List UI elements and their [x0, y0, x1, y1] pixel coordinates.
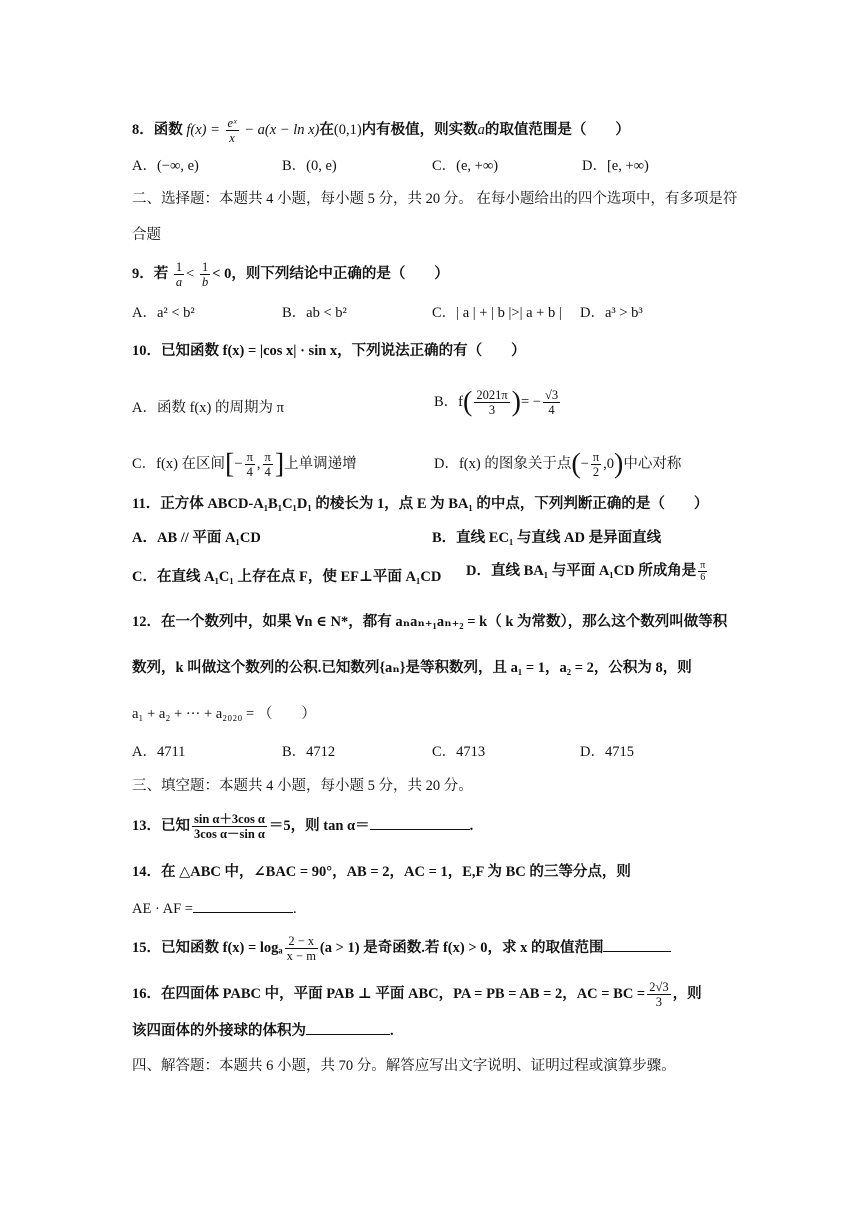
- q16-line2: 该四面体的外接球的体积为 .: [132, 1020, 394, 1041]
- q10-option-d: D．f(x) 的图象关于点(− $\frac{\pi}{2}$ ,0)中心对称: [434, 448, 682, 480]
- q11-option-c: C．在直线 A₁C₁ 上存在点 F，使 EF⊥平面 A₁CD: [132, 569, 442, 585]
- q8-stem: 8．函数 f(x) = $\frac{\text{eˣ}}{x}$ − a(x − ln x)在(0,1)内有极值，则实数a的取值范围是（ ）: [132, 116, 630, 145]
- q11-stem: 11．正方体 ABCD-A₁B₁C₁D₁ 的棱长为 1，点 E 为 BA₁ 的中点，下列判断正确的是（ ）: [132, 496, 709, 512]
- section3-heading: 三、填空题：本题共 4 小题，每小题 5 分，共 20 分。: [132, 778, 473, 794]
- q9-option-a: A．a² < b²: [132, 305, 195, 321]
- q11-option-d: D．直线 BA₁ 与平面 A₁CD 所成角是 $\frac{\pi}{6}$: [466, 560, 706, 583]
- q8-option-b: B．(0, e): [282, 158, 337, 174]
- q9-option-b: B．ab < b²: [282, 305, 347, 321]
- q13-stem: 13．已知 $\frac{\text{sin α＋3cos α}}{\text{3cos α－sin α}}$ ＝5，则 tan α＝ .: [132, 812, 474, 841]
- q9-option-d: D．a³ > b³: [580, 305, 643, 321]
- section2-heading-line1: 二、选择题：本题共 4 小题，每小题 5 分，共 20 分。 在每小题给出的四个选项中，有多项是符: [132, 191, 738, 207]
- q15-stem: 15．已知函数 f(x) = logₐ $\frac{2 - x}{x - m}$ (a > 1) 是奇函数.若 f(x) > 0，求 x 的取值范围: [132, 934, 671, 963]
- q8-option-a: A．(−∞, e): [132, 158, 199, 174]
- q14-line2: AE · AF = .: [132, 898, 297, 919]
- q8-option-d: D．[e, +∞): [582, 158, 649, 174]
- q9-option-c: C．| a | + | b |>| a + b |: [432, 305, 562, 321]
- q12-line3: a₁ + a₂ + ··· + a₂₀₂₀ = （ ）: [132, 706, 316, 722]
- section4-heading: 四、解答题：本题共 6 小题，共 70 分。解答应写出文字说明、证明过程或演算步骤。: [132, 1058, 676, 1074]
- q15-answer-blank[interactable]: [603, 937, 671, 952]
- q11-option-b: B．直线 EC₁ 与直线 AD 是异面直线: [432, 530, 662, 546]
- section2-heading-line2: 合题: [132, 227, 161, 243]
- q16-stem: 16．在四面体 PABC 中，平面 PAB ⊥ 平面 ABC，PA = PB = AB = 2，AC = BC = $\frac{2√3}{3}$ ，则: [132, 980, 702, 1009]
- q8-number: 8．: [132, 121, 154, 138]
- q8-fraction: $\frac{\text{eˣ}}{x}$: [227, 116, 237, 145]
- q14-line1: 14．在 △ABC 中，∠BAC = 90°，AB = 2，AC = 1，E,F 为 BC 的三等分点，则: [132, 864, 631, 880]
- q11-option-a: A．AB // 平面 A₁CD: [132, 530, 261, 546]
- q10-option-c: C．f(x) 在区间[− $\frac{\pi}{4}$ , $\frac{\pi}{4}$ ]上单调递增: [132, 448, 357, 480]
- q10-option-b: B．f( $\frac{2021\pi}{3}$ )= − $\frac{√3}{4}$: [434, 386, 559, 418]
- q12-line2: 数列，k 叫做这个数列的公积.已知数列{aₙ}是等积数列，且 a₁ = 1，a₂ = 2，公积为 8，则: [132, 660, 692, 676]
- q12-line1: 12．在一个数列中，如果 ∀n ∈ N*，都有 aₙaₙ₊₁aₙ₊₂ = k（ k 为常数），那么这个数列叫做等积: [132, 614, 728, 630]
- q14-answer-blank[interactable]: [193, 898, 293, 913]
- q10-option-a: A．函数 f(x) 的周期为 π: [132, 400, 284, 416]
- q12-option-d: D．4715: [580, 744, 634, 760]
- q12-option-c: C．4713: [432, 744, 486, 760]
- q16-answer-blank[interactable]: [306, 1020, 390, 1035]
- q13-answer-blank[interactable]: [370, 815, 470, 830]
- q9-stem: 9．若 $\frac{1}{a}$ < $\frac{1}{b}$ < 0，则下列结论中正确的是（ ）: [132, 260, 449, 289]
- q8-option-c: C．(e, +∞): [432, 158, 499, 174]
- q12-option-b: B．4712: [282, 744, 336, 760]
- q10-stem: 10．已知函数 f(x) = |cos x| · sin x，下列说法正确的有（ ）: [132, 343, 526, 359]
- q12-option-a: A．4711: [132, 744, 186, 760]
